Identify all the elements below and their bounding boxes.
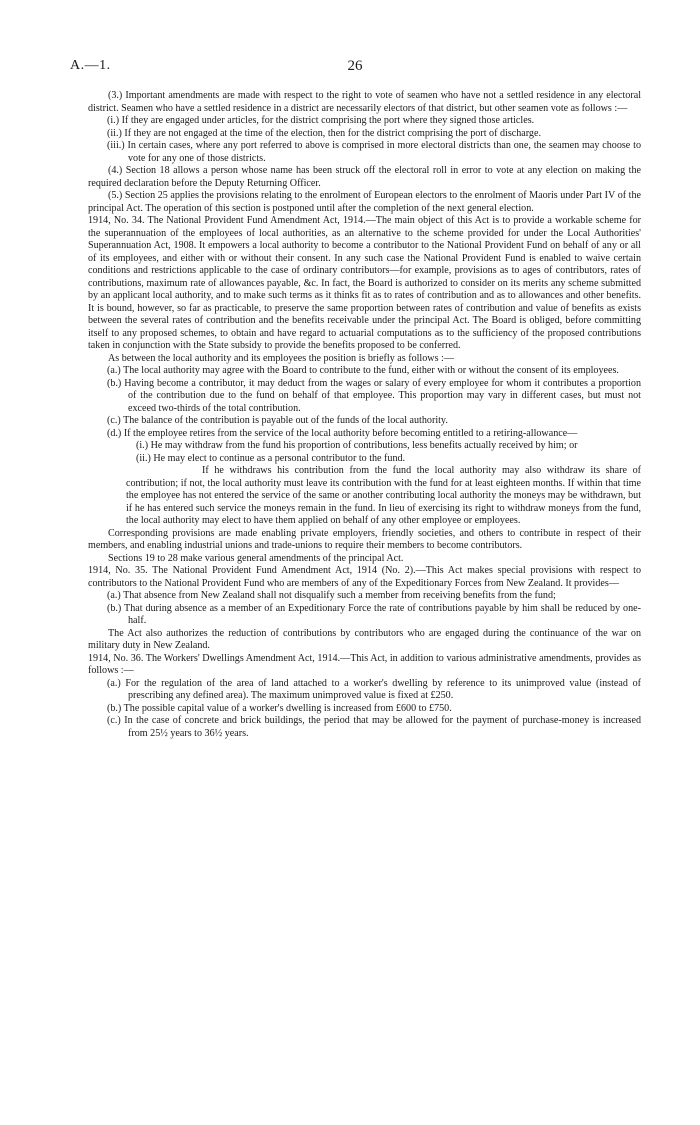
paragraph: The Act also authorizes the reduction of contributions by contributors who are engaged during the continuance of the war on military duty in New Zealand. bbox=[88, 627, 641, 651]
paragraph: (a.) That absence from New Zealand shall not disqualify such a member from receiving benefits from the fund; bbox=[107, 590, 556, 601]
page-body bbox=[88, 90, 641, 740]
paragraph: (4.) Section 18 allows a person whose name has been struck off the electoral roll in error to vote at any election on making the required declaration before the Deputy Returning Officer. bbox=[88, 165, 641, 189]
paragraph: (a.) The local authority may agree with the Board to contribute to the fund, either with or without the consent of its employees. bbox=[107, 365, 619, 376]
paragraph: 1914, No. 35. The National Provident Fund Amendment Act, 1914 (No. 2).—This Act makes special provisions with respect to contributors to the National Provident Fund who are members of any of the Expeditionary Forces from New Zealand. It provides— bbox=[88, 565, 641, 589]
paragraph: Sections 19 to 28 make various general amendments of the principal Act. bbox=[108, 552, 404, 564]
paragraph: (b.) The possible capital value of a worker's dwelling is increased from £600 to £750. bbox=[107, 702, 452, 714]
paragraph: (ii.) If they are not engaged at the time of the election, then for the district comprising the port of discharge. bbox=[107, 127, 541, 139]
paragraph: (i.) If they are engaged under articles, for the district comprising the port where they signed those articles. bbox=[107, 115, 535, 126]
page-header bbox=[70, 58, 640, 78]
paragraph: (ii.) He may elect to continue as a personal contributor to the fund. bbox=[136, 452, 406, 464]
paragraph: (b.) That during absence as a member of an Expeditionary Force the rate of contributions payable by him shall be reduced by one-half. bbox=[107, 602, 641, 626]
paragraph: (iii.) In certain cases, where any port referred to above is comprised in more electoral districts than one, the seamen may choose to vote for any one of those districts. bbox=[107, 140, 641, 164]
paragraph: 1914, No. 36. The Workers' Dwellings Amendment Act, 1914.—This Act, in addition to various administrative amendments, provides as follows :— bbox=[88, 652, 641, 676]
paragraph: (d.) If the employee retires from the service of the local authority before becoming entitled to a retiring-allowance— bbox=[107, 427, 578, 439]
paragraph: (a.) For the regulation of the area of land attached to a worker's dwelling by reference to its unimproved value (instead of prescribing any defined area). The maximum unimproved value is fixed at £250. bbox=[107, 677, 641, 701]
page-number: 26 bbox=[347, 58, 363, 74]
paragraph: (c.) In the case of concrete and brick buildings, the period that may be allowed for the payment of purchase-money is increased from 25½ years to 36½ years. bbox=[107, 715, 641, 739]
paragraph: (5.) Section 25 applies the provisions relating to the enrolment of European electors to the enrolment of Maoris under Part IV of the principal Act. The operation of this section is postponed until after the completion of the next general election. bbox=[88, 190, 641, 214]
paragraph: Corresponding provisions are made enabling private employers, friendly societies, and others to contribute in respect of their members, and enabling industrial unions and trade-unions to require their members to become contributors. bbox=[88, 527, 641, 551]
document-reference: A.—1. bbox=[70, 58, 111, 73]
paragraph: If he withdraws his contribution from the fund the local authority may also withdraw its share of contribution; if not, the local authority must leave its contribution with the fund for at least eighteen months. If within that time the employee has not entered the service of the same or another contributing local authority the moneys may be withdrawn, but if he has entered such service the moneys remain in the fund. In lieu of exercising its right to withdraw moneys from the fund, the local authority may elect to have them applied on behalf of any other employee or employees. bbox=[126, 465, 641, 526]
paragraph: (b.) Having become a contributor, it may deduct from the wages or salary of every employee for whom it contributes a proportion of the contribution due to the fund on behalf of that employee. This proportion may vary in different cases, but must not exceed two-thirds of the total contribution. bbox=[107, 377, 641, 414]
paragraph: (i.) He may withdraw from the fund his proportion of contributions, less benefits actually received by him; or bbox=[136, 440, 578, 451]
paragraph: 1914, No. 34. The National Provident Fund Amendment Act, 1914.—The main object of this Act is to provide a workable scheme for the superannuation of the employees of local authorities, as an alternative to the scheme provided for under the Local Authorities' Superannuation Act, 1908. It empowers a local authority to become a contributor to the National Provident Fund on behalf of any or all of its employees, and either with or without their consent. In any such case the National Provident Fund is enabled to waive certain conditions and restrictions applicable to the case of ordinary contributors—for example, provisions as to ages of contributors, rates of contributions, maximum rate of allowances payable, &c. In fact, the Board is authorized to consider on its merits any scheme submitted by an applicant local authority, and to make such terms as it thinks fit as to rates of contribution and as to allowances and other benefits. It is bound, however, so far as practicable, to preserve the same proportion between rates of contribution and value of benefits as exists between the several rates of contribution and the benefits receivable under the principal Act. The Board is obliged, before committing itself to any proposed schemes, to obtain and have regard to actuarial computations as to the sufficiency of the proposed contributions taken in conjunction with the State subsidy to provide the benefits proposed to be conferred. bbox=[88, 215, 641, 351]
paragraph: (3.) Important amendments are made with respect to the right to vote of seamen who have not a settled residence in any electoral district. Seamen who have a settled residence in a district are necessarily electors of that district, but other seamen vote as follows :— bbox=[88, 90, 641, 114]
paragraph: (c.) The balance of the contribution is payable out of the funds of the local authority. bbox=[107, 415, 448, 426]
paragraph: As between the local authority and its employees the position is briefly as follows :— bbox=[108, 352, 454, 364]
